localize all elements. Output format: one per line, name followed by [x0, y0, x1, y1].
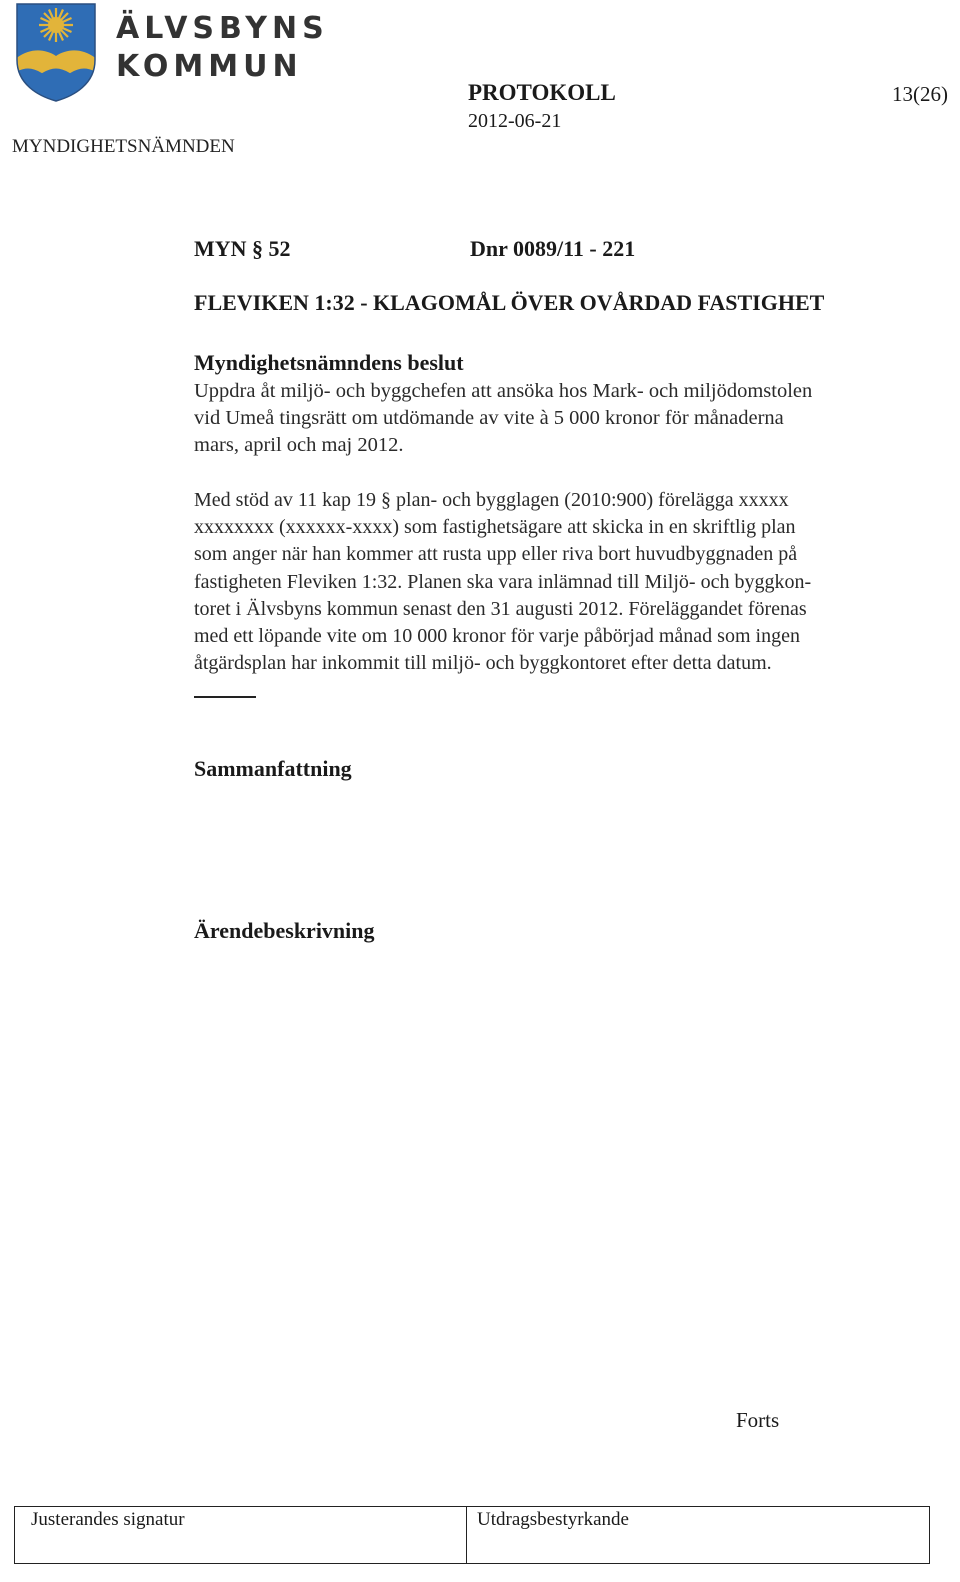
- section-divider: [194, 696, 256, 698]
- text-line: med ett löpande vite om 10 000 kronor för varje påbörjad månad som ingen: [194, 624, 800, 647]
- municipality-name-line1: ÄLVSBYNS: [116, 11, 329, 46]
- text-line: xxxxxxxx (xxxxxx-xxxx) som fastighetsägare att skicka in en skriftlig plan: [194, 516, 796, 539]
- text-line: toret i Älvsbyns kommun senast den 31 augusti 2012. Föreläggandet förenas: [194, 597, 807, 620]
- continued-marker: Forts: [736, 1408, 780, 1432]
- decision-paragraph-2: [194, 487, 914, 677]
- case-number: MYN § 52: [194, 236, 291, 261]
- certification-label: Utdragsbestyrkande: [477, 1509, 629, 1530]
- text-line: Med stöd av 11 kap 19 § plan- och bygglagen (2010:900) förelägga xxxxx: [194, 489, 789, 511]
- summary-heading: Sammanfattning: [194, 756, 352, 781]
- description-heading: Ärendebeskrivning: [194, 918, 375, 943]
- text-line: vid Umeå tingsrätt om utdömande av vite à 5 000 kronor för månaderna: [194, 407, 784, 430]
- decision-paragraph-1: [194, 378, 914, 460]
- department-name: MYNDIGHETSNÄMNDEN: [12, 136, 235, 157]
- document-type: PROTOKOLL: [468, 80, 616, 105]
- case-title: FLEVIKEN 1:32 - KLAGOMÅL ÖVER OVÅRDAD FASTIGHET: [194, 290, 825, 315]
- text-line: som anger när han kommer att rusta upp eller riva bort huvudbyggnaden på: [194, 543, 798, 566]
- signature-box: [14, 1506, 930, 1564]
- document-date: 2012-06-21: [468, 110, 562, 132]
- text-line: mars, april och maj 2012.: [194, 434, 404, 457]
- municipality-name-line2: KOMMUN: [116, 49, 303, 84]
- text-line: åtgärdsplan har inkommit till miljö- och byggkontoret efter detta datum.: [194, 652, 772, 675]
- text-line: fastigheten Fleviken 1:32. Planen ska vara inlämnad till Miljö- och byggkon-: [194, 570, 812, 593]
- text-line: Uppdra åt miljö- och byggchefen att ansöka hos Mark- och miljödomstolen: [194, 380, 813, 402]
- decision-heading: Myndighetsnämndens beslut: [194, 350, 464, 375]
- signature-label: Justerandes signatur: [31, 1509, 185, 1530]
- registration-number: Dnr 0089/11 - 221: [470, 236, 636, 261]
- page-number: 13(26): [892, 82, 948, 106]
- municipality-crest-logo: [14, 2, 98, 102]
